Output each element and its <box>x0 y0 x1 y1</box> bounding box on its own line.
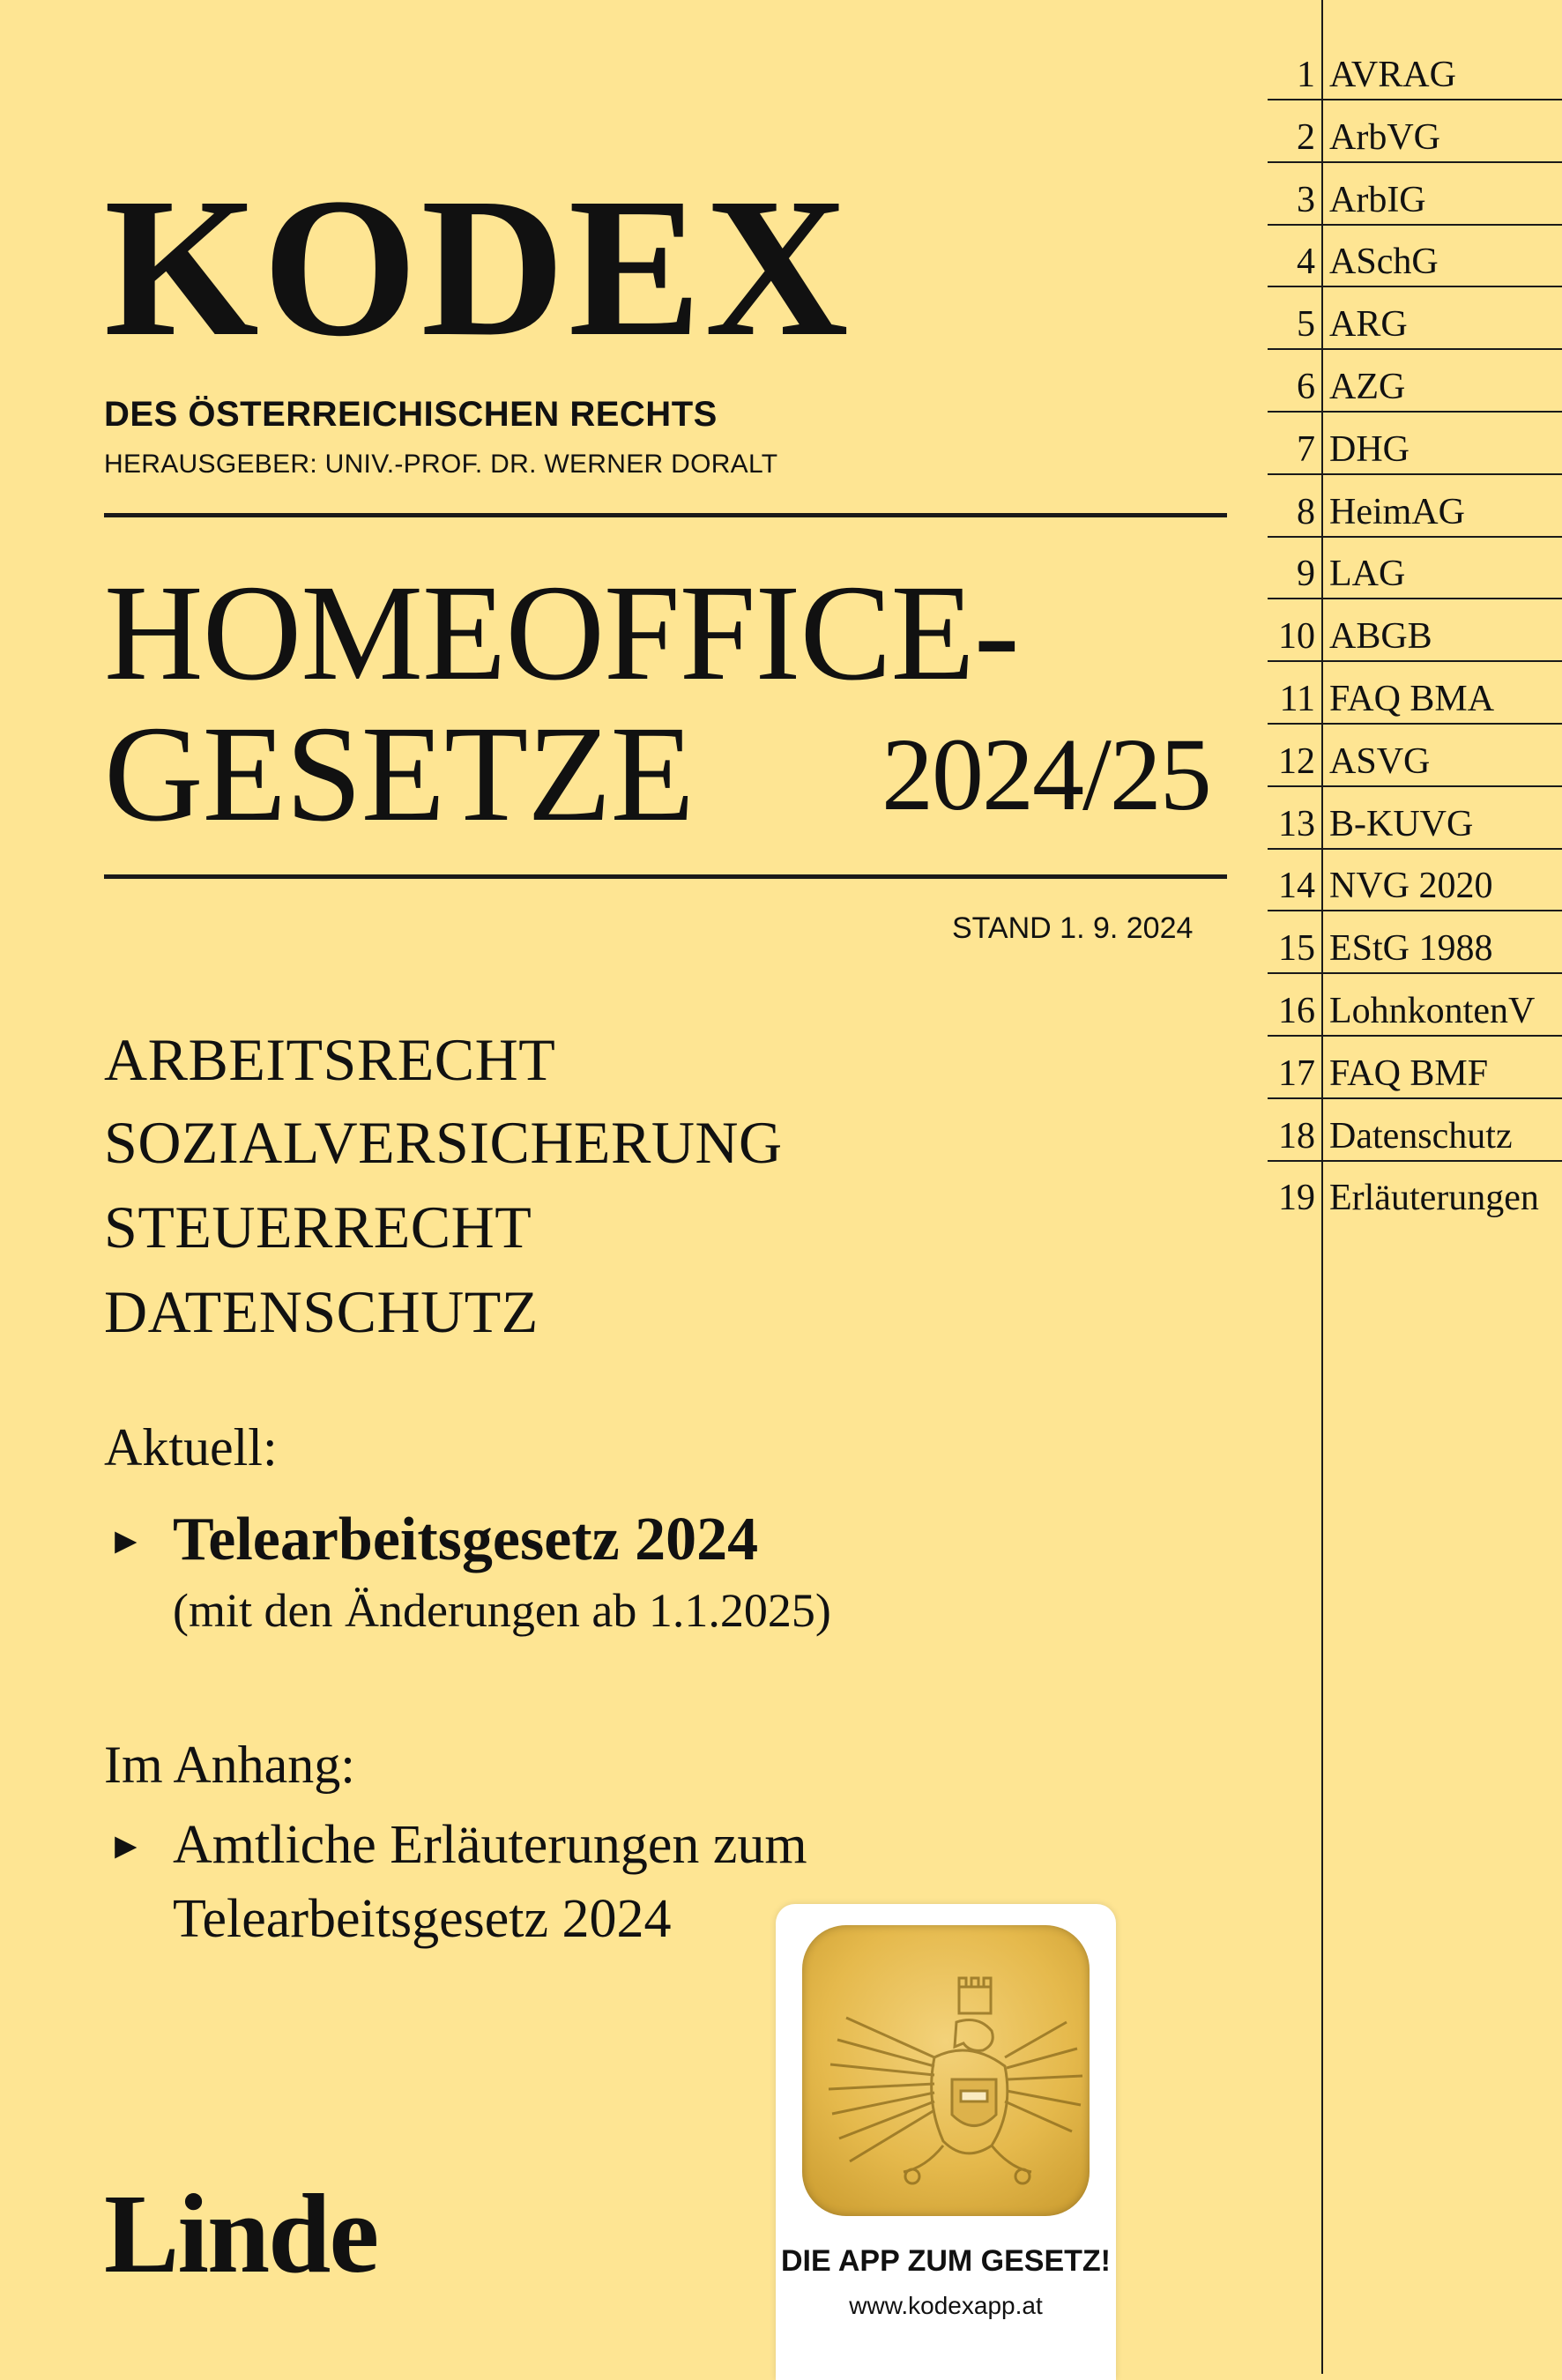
index-entry-abbreviation: Datenschutz <box>1329 1115 1513 1157</box>
bullet-arrow-icon: ► <box>108 1521 145 1562</box>
index-entry <box>1268 663 1562 725</box>
index-entry-number: 12 <box>1278 740 1315 782</box>
index-entry-abbreviation: ASVG <box>1329 740 1431 782</box>
index-entry-number: 11 <box>1279 679 1315 719</box>
app-url-link[interactable]: www.kodexapp.at <box>849 2292 1043 2319</box>
index-entry <box>1268 725 1562 787</box>
topic-datenschutz: DATENSCHUTZ <box>104 1278 539 1345</box>
brand-title: KODEX <box>104 157 852 377</box>
index-entry-number: 19 <box>1278 1178 1315 1219</box>
topic-sozialversicherung: SOZIALVERSICHERUNG <box>104 1109 783 1176</box>
index-entry <box>1268 912 1562 974</box>
index-entry <box>1268 413 1562 475</box>
app-badge[interactable] <box>776 1904 1116 2380</box>
index-entry-number: 5 <box>1297 304 1315 346</box>
publisher-logo: Linde <box>104 2171 378 2296</box>
index-entry-abbreviation: NVG 2020 <box>1329 866 1493 907</box>
index-entry-abbreviation: ArbVG <box>1329 116 1440 158</box>
index-entry <box>1268 850 1562 911</box>
current-item-note: (mit den Änderungen ab 1.1.2025) <box>173 1584 831 1637</box>
stand-date: STAND 1. 9. 2024 <box>952 911 1194 945</box>
title-line-2: GESETZE <box>104 697 694 850</box>
index-entry-abbreviation: Erläuterungen <box>1329 1178 1539 1219</box>
index-entry <box>1268 788 1562 850</box>
edition-year: 2024/25 <box>881 717 1210 832</box>
bullet-arrow-icon: ► <box>108 1826 145 1867</box>
index-entry-abbreviation: LAG <box>1329 554 1406 595</box>
app-tagline: DIE APP ZUM GESETZ! <box>780 2244 1112 2278</box>
index-entry-abbreviation: FAQ BMF <box>1329 1052 1489 1094</box>
index-entry <box>1268 351 1562 413</box>
austrian-eagle-icon <box>802 1925 1090 2216</box>
index-entry-number: 16 <box>1278 991 1315 1031</box>
index-entry-abbreviation: HeimAG <box>1329 491 1465 532</box>
index-entry-abbreviation: ARG <box>1329 304 1408 346</box>
index-entry <box>1268 288 1562 350</box>
index-entry-number: 2 <box>1297 116 1315 158</box>
appendix-item-line-1: Amtliche Erläuterungen zum <box>173 1815 807 1875</box>
index-entry-abbreviation: AZG <box>1329 367 1406 407</box>
index-entry-number: 7 <box>1297 428 1315 470</box>
index-entry-number: 18 <box>1278 1115 1315 1157</box>
bottom-divider <box>104 874 1227 879</box>
index-entry-number: 15 <box>1278 928 1315 970</box>
index-entry-number: 8 <box>1297 491 1315 532</box>
series-subtitle: DES ÖSTERREICHISCHEN RECHTS <box>104 395 718 434</box>
index-entry <box>1268 1100 1562 1162</box>
index-entry-abbreviation: FAQ BMA <box>1329 679 1495 719</box>
top-divider <box>104 513 1227 517</box>
index-entry-number: 14 <box>1278 866 1315 907</box>
index-entry-number: 6 <box>1297 367 1315 407</box>
index-entry-number: 10 <box>1278 616 1315 658</box>
index-entry <box>1268 226 1562 287</box>
topic-arbeitsrecht: ARBEITSRECHT <box>104 1026 556 1093</box>
index-entry <box>1268 164 1562 226</box>
index-entry <box>1268 476 1562 538</box>
index-entry-abbreviation: ABGB <box>1329 616 1432 658</box>
index-entry-number: 17 <box>1278 1052 1315 1094</box>
index-entry-number: 1 <box>1297 55 1315 95</box>
index-entry <box>1268 600 1562 662</box>
index-entry <box>1268 39 1562 100</box>
index-entry-abbreviation: LohnkontenV <box>1329 991 1536 1031</box>
index-entry-abbreviation: AVRAG <box>1329 55 1456 95</box>
topic-steuerrecht: STEUERRECHT <box>104 1194 532 1261</box>
index-entry-number: 9 <box>1297 554 1315 595</box>
index-entry-abbreviation: B-KUVG <box>1329 803 1474 844</box>
index-entry <box>1268 1162 1562 1222</box>
current-item: Telearbeitsgesetz 2024 <box>173 1506 759 1573</box>
index-entry <box>1268 975 1562 1037</box>
index-entry-abbreviation: EStG 1988 <box>1329 928 1493 970</box>
index-entry-number: 3 <box>1297 179 1315 220</box>
index-entry <box>1268 538 1562 599</box>
appendix-item-line-2: Telearbeitsgesetz 2024 <box>173 1889 672 1949</box>
index-entry-abbreviation: ArbIG <box>1329 179 1426 220</box>
index-entry-number: 13 <box>1278 803 1315 844</box>
editor-line: HERAUSGEBER: UNIV.-PROF. DR. WERNER DORALT <box>104 450 778 479</box>
index-entry-abbreviation: DHG <box>1329 428 1410 470</box>
index-entry-abbreviation: ASchG <box>1329 242 1439 283</box>
index-entry <box>1268 101 1562 163</box>
appendix-label: Im Anhang: <box>104 1736 355 1794</box>
title-line-1: HOMEOFFICE- <box>104 556 1019 709</box>
current-label: Aktuell: <box>104 1418 278 1476</box>
index-entry-number: 4 <box>1297 242 1315 283</box>
index-entry <box>1268 1038 1562 1099</box>
register-index <box>1268 0 1562 2374</box>
